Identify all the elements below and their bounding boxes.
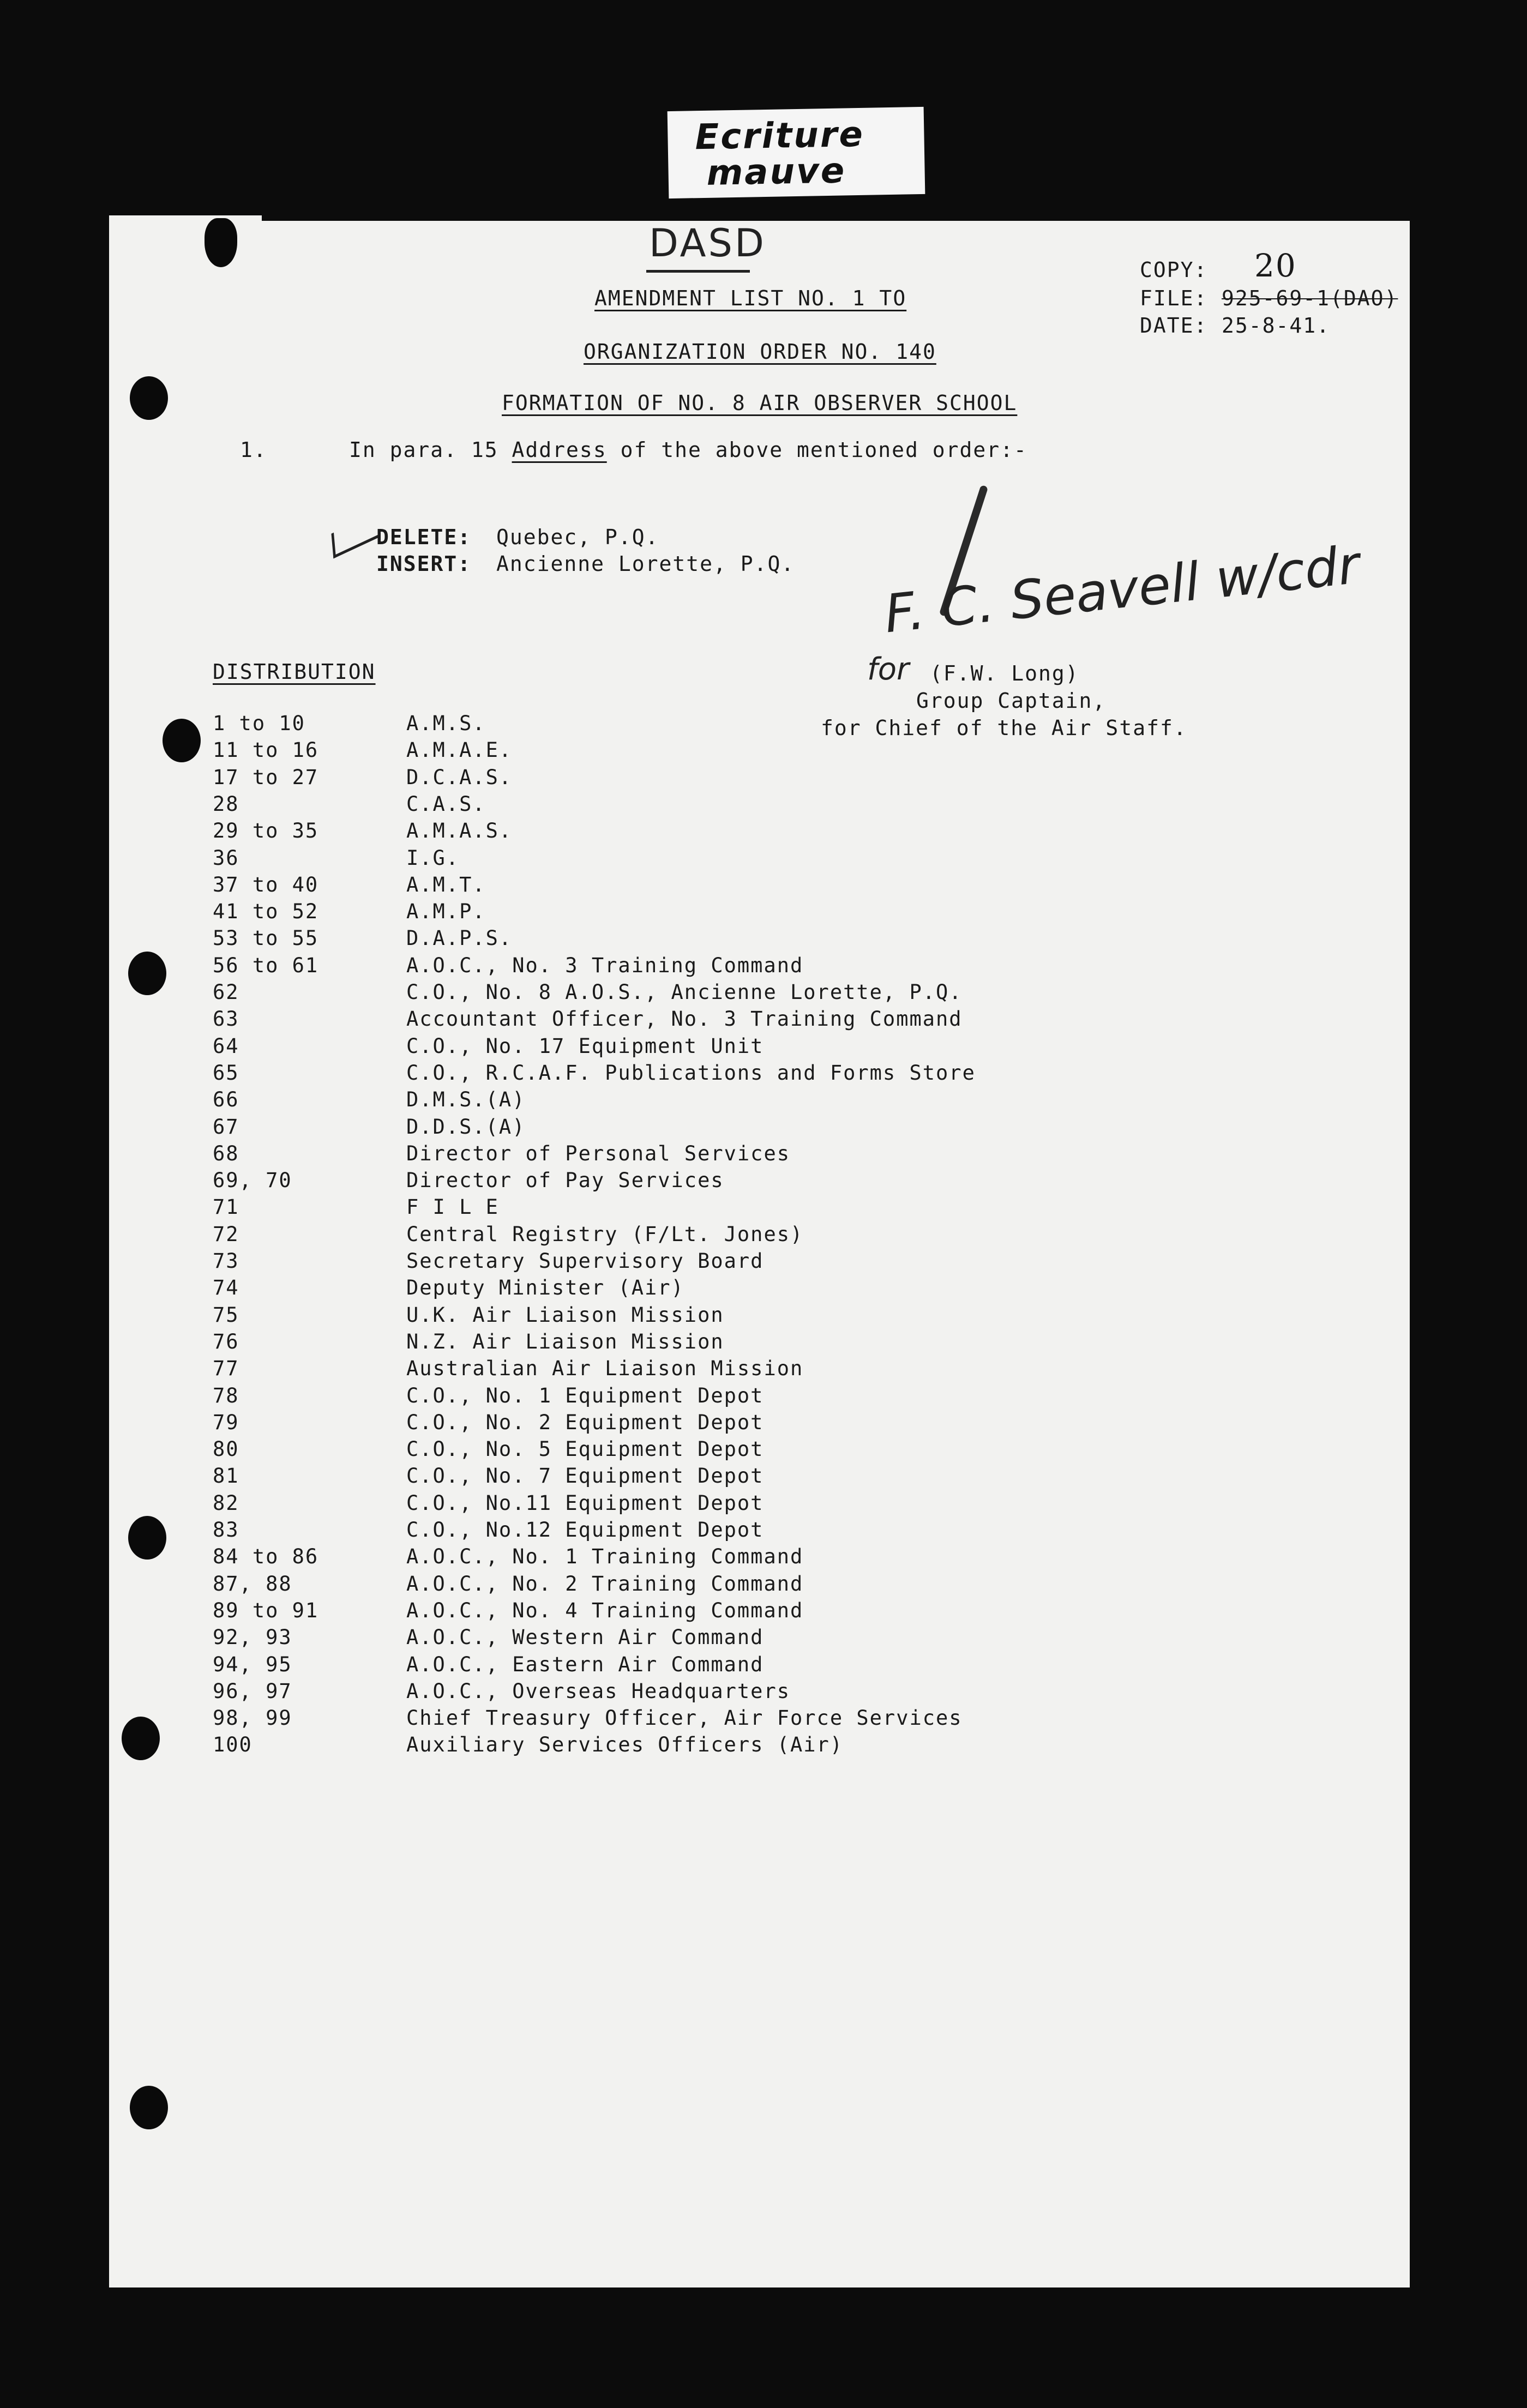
distribution-row — [213, 1195, 1140, 1222]
distribution-row — [213, 1061, 1140, 1088]
distribution-recipient: Central Registry (F/Lt. Jones) — [406, 1222, 804, 1246]
distribution-copies: 37 to 40 — [213, 872, 319, 896]
distribution-copies: 36 — [213, 846, 239, 870]
amendment-title: AMENDMENT LIST NO. 1 TO — [594, 286, 907, 310]
distribution-copies: 74 — [213, 1276, 239, 1300]
binder-hole-7 — [205, 218, 237, 267]
distribution-copies: 29 to 35 — [213, 819, 319, 843]
distribution-row — [213, 926, 1140, 953]
distribution-row — [213, 1411, 1140, 1437]
copy-value: 20 — [1254, 247, 1297, 284]
distribution-row — [213, 766, 1140, 792]
file-label: FILE: — [1140, 286, 1208, 310]
distribution-recipient: Director of Pay Services — [406, 1169, 724, 1193]
distribution-copies: 66 — [213, 1088, 239, 1112]
distribution-copies: 81 — [213, 1464, 239, 1488]
distribution-copies: 83 — [213, 1518, 239, 1542]
distribution-recipient: Secretary Supervisory Board — [406, 1249, 764, 1273]
handwritten-header: DASD — [649, 221, 766, 266]
signatory-rank: Group Captain, — [916, 689, 1107, 713]
distribution-row — [213, 1357, 1140, 1383]
distribution-row — [213, 873, 1140, 900]
order-title: ORGANIZATION ORDER NO. 140 — [584, 340, 936, 364]
distribution-row — [213, 1276, 1140, 1303]
distribution-row — [213, 1653, 1140, 1679]
distribution-recipient: D.D.S.(A) — [406, 1115, 526, 1139]
distribution-copies: 67 — [213, 1115, 239, 1139]
binder-hole-2 — [163, 719, 201, 762]
distribution-copies: 78 — [213, 1383, 239, 1407]
distribution-copies: 100 — [213, 1733, 253, 1757]
label-line-2: mauve — [706, 150, 846, 194]
distribution-recipient: Accountant Officer, No. 3 Training Command — [406, 1007, 963, 1031]
distribution-copies: 28 — [213, 792, 239, 816]
binder-hole-1 — [130, 376, 168, 420]
distribution-recipient: D.A.P.S. — [406, 926, 513, 950]
distribution-recipient: F I L E — [406, 1195, 499, 1219]
distribution-recipient: A.O.C., No. 4 Training Command — [406, 1598, 804, 1622]
distribution-recipient: Deputy Minister (Air) — [406, 1276, 684, 1300]
signatory-for-line: for Chief of the Air Staff. — [821, 716, 1187, 740]
distribution-recipient: A.M.A.E. — [406, 738, 513, 762]
distribution-copies: 92, 93 — [213, 1626, 292, 1650]
distribution-recipient: A.O.C., No. 3 Training Command — [406, 953, 804, 977]
distribution-copies: 94, 95 — [213, 1652, 292, 1676]
distribution-copies: 84 to 86 — [213, 1545, 319, 1569]
distribution-copies: 73 — [213, 1249, 239, 1273]
binder-hole-5 — [122, 1717, 160, 1760]
distribution-copies: 65 — [213, 1061, 239, 1085]
distribution-row — [213, 1706, 1140, 1733]
distribution-copies: 89 to 91 — [213, 1598, 319, 1622]
distribution-copies: 72 — [213, 1222, 239, 1246]
binder-hole-6 — [130, 2086, 168, 2129]
distribution-recipient: I.G. — [406, 846, 460, 870]
distribution-recipient: U.K. Air Liaison Mission — [406, 1303, 724, 1327]
distribution-row — [213, 1572, 1140, 1599]
distribution-heading: DISTRIBUTION — [213, 660, 376, 684]
distribution-recipient: C.O., No.11 Equipment Depot — [406, 1491, 764, 1515]
distribution-recipient: C.O., No. 1 Equipment Depot — [406, 1383, 764, 1407]
distribution-row — [213, 792, 1140, 819]
distribution-copies: 80 — [213, 1437, 239, 1461]
distribution-recipient: C.O., No. 7 Equipment Depot — [406, 1464, 764, 1488]
distribution-row — [213, 1733, 1140, 1760]
delete-value: Quebec, P.Q. — [496, 525, 659, 549]
distribution-recipient: Australian Air Liaison Mission — [406, 1357, 804, 1381]
para-number: 1. — [240, 438, 267, 462]
distribution-copies: 68 — [213, 1141, 239, 1165]
distribution-copies: 71 — [213, 1195, 239, 1219]
distribution-row — [213, 1518, 1140, 1545]
distribution-recipient: A.O.C., No. 2 Training Command — [406, 1572, 804, 1596]
distribution-recipient: A.M.T. — [406, 872, 486, 896]
distribution-copies: 77 — [213, 1357, 239, 1381]
distribution-row — [213, 1115, 1140, 1142]
distribution-recipient: A.M.S. — [406, 712, 486, 735]
distribution-copies: 63 — [213, 1007, 239, 1031]
distribution-row — [213, 712, 1140, 738]
distribution-row — [213, 1626, 1140, 1652]
distribution-copies: 79 — [213, 1410, 239, 1434]
distribution-copies: 87, 88 — [213, 1572, 292, 1596]
distribution-recipient: N.Z. Air Liaison Mission — [406, 1329, 724, 1353]
distribution-copies: 62 — [213, 980, 239, 1004]
distribution-copies: 53 to 55 — [213, 926, 319, 950]
distribution-row — [213, 980, 1140, 1007]
distribution-row — [213, 1249, 1140, 1276]
distribution-recipient: Chief Treasury Officer, Air Force Services — [406, 1706, 963, 1730]
distribution-recipient: C.O., No. 5 Equipment Depot — [406, 1437, 764, 1461]
distribution-row — [213, 1007, 1140, 1034]
distribution-row — [213, 900, 1140, 926]
distribution-recipient: D.C.A.S. — [406, 765, 513, 789]
distribution-row — [213, 738, 1140, 765]
signatory-name: (F.W. Long) — [930, 661, 1079, 685]
distribution-recipient: C.O., R.C.A.F. Publications and Forms Store — [406, 1061, 976, 1085]
distribution-copies: 1 to 10 — [213, 712, 305, 735]
distribution-row — [213, 1545, 1140, 1572]
distribution-copies: 17 to 27 — [213, 765, 319, 789]
date-label: DATE: — [1140, 314, 1208, 338]
distribution-row — [213, 1034, 1140, 1061]
distribution-copies: 64 — [213, 1034, 239, 1058]
distribution-recipient: C.O., No. 2 Equipment Depot — [406, 1410, 764, 1434]
distribution-row — [213, 1142, 1140, 1169]
distribution-row — [213, 1223, 1140, 1249]
handwritten-signature: F. C. Seavell w/cdr — [881, 534, 1363, 645]
distribution-recipient: C.O., No.12 Equipment Depot — [406, 1518, 764, 1542]
distribution-copies: 41 to 52 — [213, 900, 319, 924]
para-text-underlined: Address — [512, 438, 607, 462]
tick-mark-icon — [331, 512, 380, 559]
distribution-row — [213, 1384, 1140, 1411]
distribution-recipient: C.A.S. — [406, 792, 486, 816]
copy-label: COPY: — [1140, 258, 1208, 282]
distribution-row — [213, 1169, 1140, 1195]
distribution-recipient: A.O.C., Western Air Command — [406, 1626, 764, 1650]
distribution-copies: 56 to 61 — [213, 953, 319, 977]
distribution-recipient: Director of Personal Services — [406, 1141, 791, 1165]
para-text-before: In para. 15 — [349, 438, 512, 462]
document-page — [109, 221, 1410, 2287]
distribution-row — [213, 846, 1140, 873]
distribution-recipient: D.M.S.(A) — [406, 1088, 526, 1112]
distribution-row — [213, 1679, 1140, 1706]
distribution-copies: 98, 99 — [213, 1706, 292, 1730]
distribution-recipient: A.O.C., Overseas Headquarters — [406, 1679, 791, 1703]
para-text — [349, 438, 1027, 462]
header-underline — [646, 270, 750, 273]
delete-label: DELETE: — [376, 525, 472, 549]
distribution-copies: 82 — [213, 1491, 239, 1515]
distribution-copies: 11 to 16 — [213, 738, 319, 762]
insert-label: INSERT: — [376, 552, 472, 576]
distribution-row — [213, 1330, 1140, 1357]
para-text-after: of the above mentioned order:- — [606, 438, 1027, 462]
insert-value: Ancienne Lorette, P.Q. — [496, 552, 795, 576]
distribution-recipient: A.O.C., Eastern Air Command — [406, 1652, 764, 1676]
distribution-copies: 69, 70 — [213, 1169, 292, 1193]
signature-for-mark: for — [867, 652, 909, 687]
distribution-recipient: A.O.C., No. 1 Training Command — [406, 1545, 804, 1569]
distribution-recipient: A.M.P. — [406, 900, 486, 924]
distribution-row — [213, 1599, 1140, 1626]
distribution-recipient: C.O., No. 8 A.O.S., Ancienne Lorette, P.Q. — [406, 980, 963, 1004]
binder-hole-3 — [128, 952, 166, 995]
distribution-recipient: Auxiliary Services Officers (Air) — [406, 1733, 844, 1757]
distribution-copies: 76 — [213, 1329, 239, 1353]
distribution-row — [213, 1491, 1140, 1518]
date-value: 25-8-41. — [1222, 314, 1331, 338]
binder-hole-4 — [128, 1516, 166, 1560]
archive-label-card — [668, 107, 925, 198]
distribution-row — [213, 1464, 1140, 1491]
file-value: 925-69-1(DAO) — [1222, 286, 1398, 310]
distribution-copies: 96, 97 — [213, 1679, 292, 1703]
label-line-1: Ecriture — [694, 114, 865, 158]
distribution-row — [213, 1088, 1140, 1115]
distribution-row — [213, 954, 1140, 980]
formation-title: FORMATION OF NO. 8 AIR OBSERVER SCHOOL — [502, 391, 1018, 415]
distribution-row — [213, 1303, 1140, 1330]
distribution-copies: 75 — [213, 1303, 239, 1327]
distribution-row — [213, 819, 1140, 846]
distribution-row — [213, 1437, 1140, 1464]
distribution-recipient: C.O., No. 17 Equipment Unit — [406, 1034, 764, 1058]
distribution-recipient: A.M.A.S. — [406, 819, 513, 843]
